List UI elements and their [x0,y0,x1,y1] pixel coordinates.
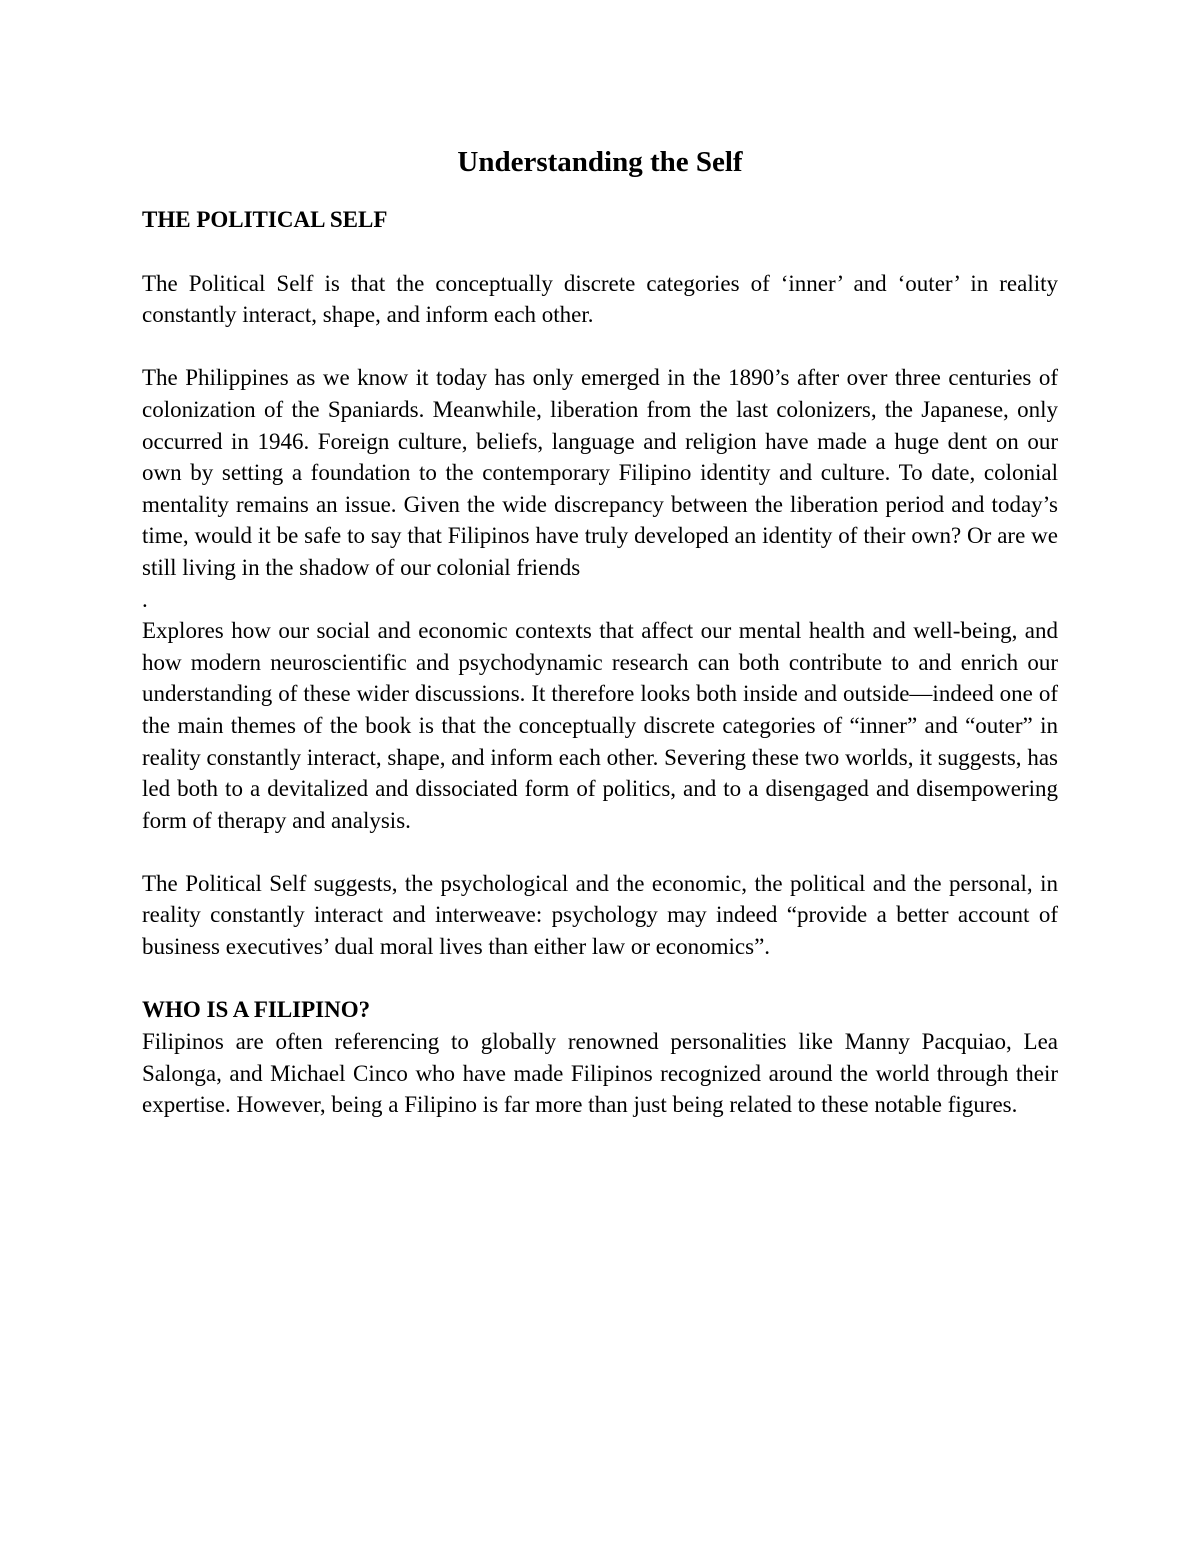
spacer [142,836,1058,868]
section-heading-political-self: THE POLITICAL SELF [142,207,388,232]
document-title: Understanding the Self [457,146,743,178]
spacer [142,963,1058,995]
paragraph-explores: Explores how our social and economic contexts that affect our mental health and well-being, and how modern neuroscientific and psychodynamic research can both contribute to and enrich our understanding of these wider discussions. It therefore looks both inside and outside—indeed one of the main themes of the book is that the conceptually discrete categories of “inner” and “outer” in reality constantly interact, shape, and inform each other. Severing these two worlds, it suggests, has led both to a devitalized and dissociated form of politics, and to a disengaged and disempowering form of therapy and analysis. [142,618,1058,833]
paragraph-filipinos: Filipinos are often referencing to globally renowned personalities like Manny Pacquiao, Lea Salonga, and Michael Cinco who have made Filipinos recognized around the world through their expertise. However, being a Filipino is far more than just being related to these notable figures. [142,1029,1058,1118]
spacer [142,331,1058,363]
stray-period: . [142,586,148,612]
document-body [142,142,1058,1121]
section-heading-who-is-filipino: WHO IS A FILIPINO? [142,997,371,1023]
spacer [142,236,1058,268]
paragraph-philippines-history: The Philippines as we know it today has only emerged in the 1890’s after over three centuries of colonization of the Spaniards. Meanwhile, liberation from the last colonizers, the Japanese, only occurred in 1946. Foreign culture, beliefs, language and religion have made a huge dent on our own by setting a foundation to the contemporary Filipino identity and culture. To date, colonial mentality remains an issue. Given the wide discrepancy between the liberation period and today’s time, would it be safe to say that Filipinos have truly developed an identity of their own? Or are we still living in the shadow of our colonial friends [142,365,1058,580]
paragraph-definition: The Political Self is that the conceptually discrete categories of ‘inner’ and ‘outer’ in reality constantly interact, shape, and inform each other. [142,270,1058,328]
paragraph-political-self-suggests: The Political Self suggests, the psychological and the economic, the political and the personal, in reality constantly interact and interweave: psychology may indeed “provide a better account of business executives’ dual moral lives than either law or economics”. [142,870,1058,960]
